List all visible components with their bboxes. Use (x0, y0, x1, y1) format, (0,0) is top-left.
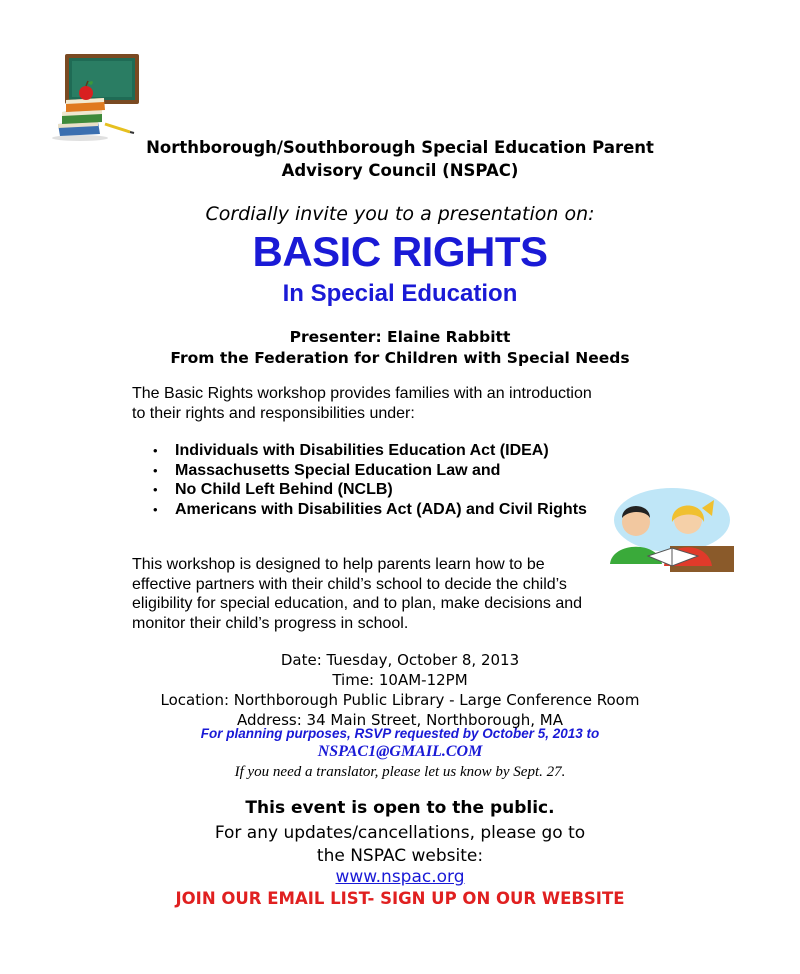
presenter-info (0, 327, 800, 369)
updates-notice (0, 822, 800, 868)
list-item: • Americans with Disabilities Act (ADA) and Civil Rights (150, 500, 587, 520)
event-details (0, 650, 800, 730)
rsvp-note: For planning purposes, RSVP requested by October 5, 2013 to (200, 726, 600, 741)
event-time: Time: 10AM-12PM (332, 671, 468, 689)
translator-note: If you need a translator, please let us know by Sept. 27. (234, 764, 566, 780)
event-location: Location: Northborough Public Library - Large Conference Room (160, 691, 640, 709)
presenter-name: Presenter: Elaine Rabbitt (289, 328, 511, 346)
list-item: • No Child Left Behind (NCLB) (150, 480, 587, 500)
updates-line-1: For any updates/cancellations, please go to (214, 823, 586, 843)
rsvp-email: NSPAC1@GMAIL.COM (317, 743, 483, 760)
intro-line-1: The Basic Rights workshop provides families with an introduction (132, 385, 592, 402)
workshop-line-1: This workshop is designed to help parents learn how to be (132, 556, 545, 573)
list-item: • Massachusetts Special Education Law and (150, 461, 587, 481)
presentation-subtitle: In Special Education (282, 280, 518, 307)
event-date: Date: Tuesday, October 8, 2013 (280, 651, 520, 669)
workshop-line-3: eligibility for special education, and to plan, make decisions and (132, 595, 583, 612)
presenter-organization: From the Federation for Children with Special Needs (170, 349, 630, 367)
intro-paragraph (132, 384, 652, 423)
workshop-line-4: monitor their child’s progress in school. (132, 614, 409, 632)
website-link-text[interactable]: www.nspac.org (335, 867, 465, 887)
rights-list (150, 441, 587, 519)
workshop-description (132, 555, 642, 633)
join-email-list: JOIN OUR EMAIL LIST- SIGN UP ON OUR WEBSITE (175, 889, 625, 908)
presentation-title: BASIC RIGHTS (252, 228, 548, 275)
org-line-2: Advisory Council (NSPAC) (281, 161, 519, 180)
public-event-notice: This event is open to the public. (245, 798, 555, 818)
org-line-1: Northborough/Southborough Special Education Parent (146, 138, 654, 157)
chalkboard-books-apple-icon (50, 52, 145, 142)
list-item: • Individuals with Disabilities Education Act (IDEA) (150, 441, 587, 461)
intro-line-2: to their rights and responsibilities under: (132, 404, 415, 422)
updates-line-2: the NSPAC website: (316, 846, 484, 866)
workshop-line-2: effective partners with their child’s school to decide the child’s (132, 575, 567, 593)
organization-name (0, 136, 800, 182)
invite-line: Cordially invite you to a presentation on: (205, 203, 595, 225)
website-link[interactable] (0, 867, 800, 887)
event-address: Address: 34 Main Street, Northborough, MA (236, 711, 564, 729)
